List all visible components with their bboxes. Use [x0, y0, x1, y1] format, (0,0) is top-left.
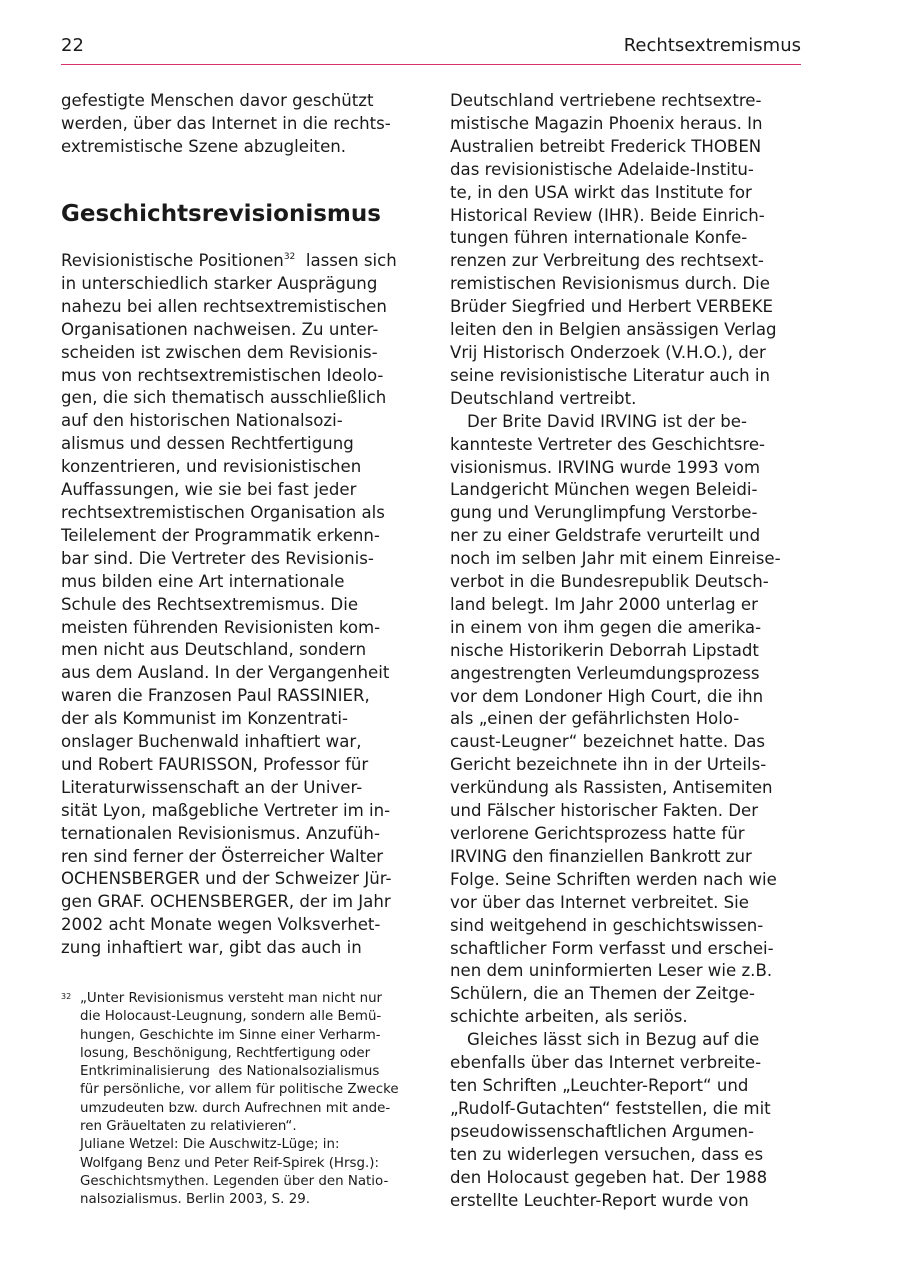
text-line: angestrengten Verleumdungsprozess: [450, 663, 760, 683]
text-line: ten Schriften „Leuchter-Report“ und: [450, 1075, 749, 1095]
text-line: te, in den USA wirkt das Institute for: [450, 182, 752, 202]
text-line: und Robert FAURISSON, Professor für: [61, 754, 369, 774]
page-number: 22: [61, 35, 84, 56]
text-line: gefestigte Menschen davor geschützt: [61, 91, 374, 110]
text-line: sind weitgehend in geschichtswissen-: [450, 915, 764, 935]
text-line: Teilelement der Programmatik erkenn-: [61, 525, 380, 545]
text-line: nische Historikerin Deborrah Lipstadt: [450, 640, 759, 660]
text-line: gung und Verunglimpfung Verstorbe-: [450, 503, 758, 523]
footnote-line: die Holocaust-Leugnung, sondern alle Bemü-: [80, 1009, 382, 1025]
text-line: extremistische Szene abzugleiten.: [61, 136, 347, 156]
text-line: vor über das Internet verbreitet. Sie: [450, 892, 749, 912]
text-line: Landgericht München wegen Beleidi-: [450, 480, 758, 500]
text-line: Folge. Seine Schriften werden nach wie: [450, 869, 777, 889]
text-line: ebenfalls über das Internet verbreite-: [450, 1053, 762, 1073]
footnote-line: Juliane Wetzel: Die Auschwitz-Lüge; in:: [80, 1137, 340, 1153]
text-line: erstellte Leuchter-Report wurde von: [450, 1190, 749, 1210]
text-line: Literaturwissenschaft an der Univer-: [61, 777, 363, 797]
text-line: leiten den in Belgien ansässigen Verlag: [450, 320, 777, 340]
text-line: IRVING den finanziellen Bankrott zur: [450, 846, 752, 866]
text-line: sität Lyon, maßgebliche Vertreter im in-: [61, 800, 391, 820]
footnote-body: [80, 990, 399, 1210]
text-line: remistischen Revisionismus durch. Die: [450, 274, 770, 294]
text-line: konzentrieren, und revisionistischen: [61, 457, 362, 477]
footnote-number: 32: [61, 992, 72, 1001]
text-line: men nicht aus Deutschland, sondern: [61, 640, 367, 660]
text-line: scheiden ist zwischen dem Revisionis-: [61, 342, 378, 362]
section-body: [61, 250, 397, 960]
footnote-line: losung, Beschönigung, Rechtfertigung oder: [80, 1045, 371, 1061]
text-line: nen dem uninformierten Leser wie z.B.: [450, 961, 773, 981]
text-line: OCHENSBERGER und der Schweizer Jür-: [61, 869, 392, 889]
text-line: Brüder Siegfried und Herbert VERBEKE: [450, 297, 774, 317]
text-line: noch im selben Jahr mit einem Einreise-: [450, 549, 781, 569]
text-line: waren die Franzosen Paul RASSINIER,: [61, 686, 370, 706]
text-line: Schule des Rechtsextremismus. Die: [61, 594, 359, 614]
text-line: Vrij Historisch Onderzoek (V.H.O.), der: [450, 342, 766, 362]
text-line: schaftlicher Form verfasst und erschei-: [450, 938, 774, 958]
text-line: meisten führenden Revisionisten kom-: [61, 617, 381, 637]
text-line: mus von rechtsextremistischen Ideolo-: [61, 365, 384, 385]
text-line: pseudowissenschaftlichen Argumen-: [450, 1121, 754, 1141]
text-fragment: lassen sich: [295, 251, 397, 270]
text-line: ternationalen Revisionismus. Anzufüh-: [61, 823, 380, 843]
text-line: seine revisionistische Literatur auch in: [450, 365, 771, 385]
text-line: und Fälscher historischer Fakten. Der: [450, 801, 759, 821]
right-column: [450, 90, 800, 1212]
text-line: Historical Review (IHR). Beide Einrich-: [450, 205, 765, 225]
text-line: aus dem Ausland. In der Vergangenheit: [61, 663, 390, 683]
text-line: Australien betreibt Frederick THOBEN: [450, 136, 762, 156]
text-line: Der Brite David IRVING ist der be-: [467, 411, 747, 431]
text-line: auf den historischen Nationalsozi-: [61, 411, 343, 431]
text-line: in unterschiedlich starker Ausprägung: [61, 273, 378, 293]
text-line: verkündung als Rassisten, Antisemiten: [450, 778, 773, 798]
text-line: Deutschland vertreibt.: [450, 388, 637, 408]
text-line: Schülern, die an Themen der Zeitge-: [450, 984, 755, 1004]
text-line: ten zu widerlegen versuchen, dass es: [450, 1144, 764, 1164]
section-heading: Geschichtsrevisionismus: [61, 201, 381, 227]
text-line: Gericht bezeichnete ihn in der Urteils-: [450, 755, 767, 775]
footnote-line: ren Gräueltaten zu relativieren“.: [80, 1119, 297, 1135]
text-line: ren sind ferner der Österreicher Walter: [61, 846, 384, 866]
text-line: caust-Leugner“ bezeichnet hatte. Das: [450, 732, 766, 752]
text-line: schichte arbeiten, als seriös.: [450, 1007, 688, 1027]
text-line: vor dem Londoner High Court, die ihn: [450, 686, 764, 706]
footnote-line: „Unter Revisionismus versteht man nicht nur: [80, 991, 383, 1006]
text-line: renzen zur Verbreitung des rechtsext-: [450, 251, 764, 271]
footnote-ref: 32: [283, 252, 296, 262]
text-line: gen GRAF. OCHENSBERGER, der im Jahr: [61, 892, 391, 912]
text-line: land belegt. Im Jahr 2000 unterlag er: [450, 594, 758, 614]
text-line: Gleiches lässt sich in Bezug auf die: [467, 1030, 760, 1050]
text-line: den Holocaust gegeben hat. Der 1988: [450, 1167, 768, 1187]
text-line: mistische Magazin Phoenix heraus. In: [450, 113, 763, 133]
text-line: bar sind. Die Vertreter des Revisionis-: [61, 548, 374, 568]
footnote-line: Entkriminalisierung des Nationalsozialismus: [80, 1064, 380, 1080]
footnote-line: umzudeuten bzw. durch Aufrechnen mit ande-: [80, 1100, 391, 1116]
text-line: ner zu einer Geldstrafe verurteilt und: [450, 526, 761, 546]
text-line: gen, die sich thematisch ausschließlich: [61, 388, 387, 408]
text-line: „Rudolf-Gutachten“ feststellen, die mit: [450, 1098, 771, 1118]
text-line: rechtsextremistischen Organisation als: [61, 502, 385, 522]
text-line: Auffassungen, wie sie bei fast jeder: [61, 480, 357, 500]
running-head: Rechtsextremismus: [623, 35, 801, 56]
page-header: [61, 34, 801, 65]
text-line: werden, über das Internet in die rechts-: [61, 113, 391, 133]
text-line: verlorene Gerichtsprozess hatte für: [450, 824, 745, 843]
text-line: nahezu bei allen rechtsextremistischen: [61, 296, 387, 316]
text-line: alismus und dessen Rechtfertigung: [61, 434, 354, 454]
footnote-line: für persönliche, vor allem für politische Zwecke: [80, 1082, 399, 1098]
text-line: [61, 250, 397, 273]
text-line: verbot in die Bundesrepublik Deutsch-: [450, 572, 769, 592]
text-fragment: Revisionistische Positionen: [61, 251, 284, 270]
text-line: Organisationen nachweisen. Zu unter-: [61, 319, 379, 339]
text-line: als „einen der gefährlichsten Holo-: [450, 709, 740, 729]
text-line: mus bilden eine Art internationale: [61, 571, 345, 591]
text-line: onslager Buchenwald inhaftiert war,: [61, 732, 362, 752]
footnote-line: Geschichtsmythen. Legenden über den Natio-: [80, 1173, 389, 1189]
text-line: 2002 acht Monate wegen Volksverhet-: [61, 915, 381, 935]
footnote-line: nalsozialismus. Berlin 2003, S. 29.: [80, 1192, 310, 1208]
text-line: das revisionistische Adelaide-Institu-: [450, 159, 754, 179]
footnote-line: hungen, Geschichte im Sinne einer Verharm-: [80, 1027, 381, 1043]
text-line: zung inhaftiert war, gibt das auch in: [61, 938, 362, 958]
text-line: der als Kommunist im Konzentrati-: [61, 709, 348, 729]
text-line: Deutschland vertriebene rechtsextre-: [450, 91, 762, 110]
text-line: tungen führen internationale Konfe-: [450, 228, 748, 248]
text-line: in einem von ihm gegen die amerika-: [450, 617, 762, 637]
text-line: visionismus. IRVING wurde 1993 vom: [450, 457, 761, 477]
footnote-line: Wolfgang Benz und Peter Reif-Spirek (Hrsg.):: [80, 1155, 379, 1171]
text-line: kannteste Vertreter des Geschichtsre-: [450, 434, 766, 454]
